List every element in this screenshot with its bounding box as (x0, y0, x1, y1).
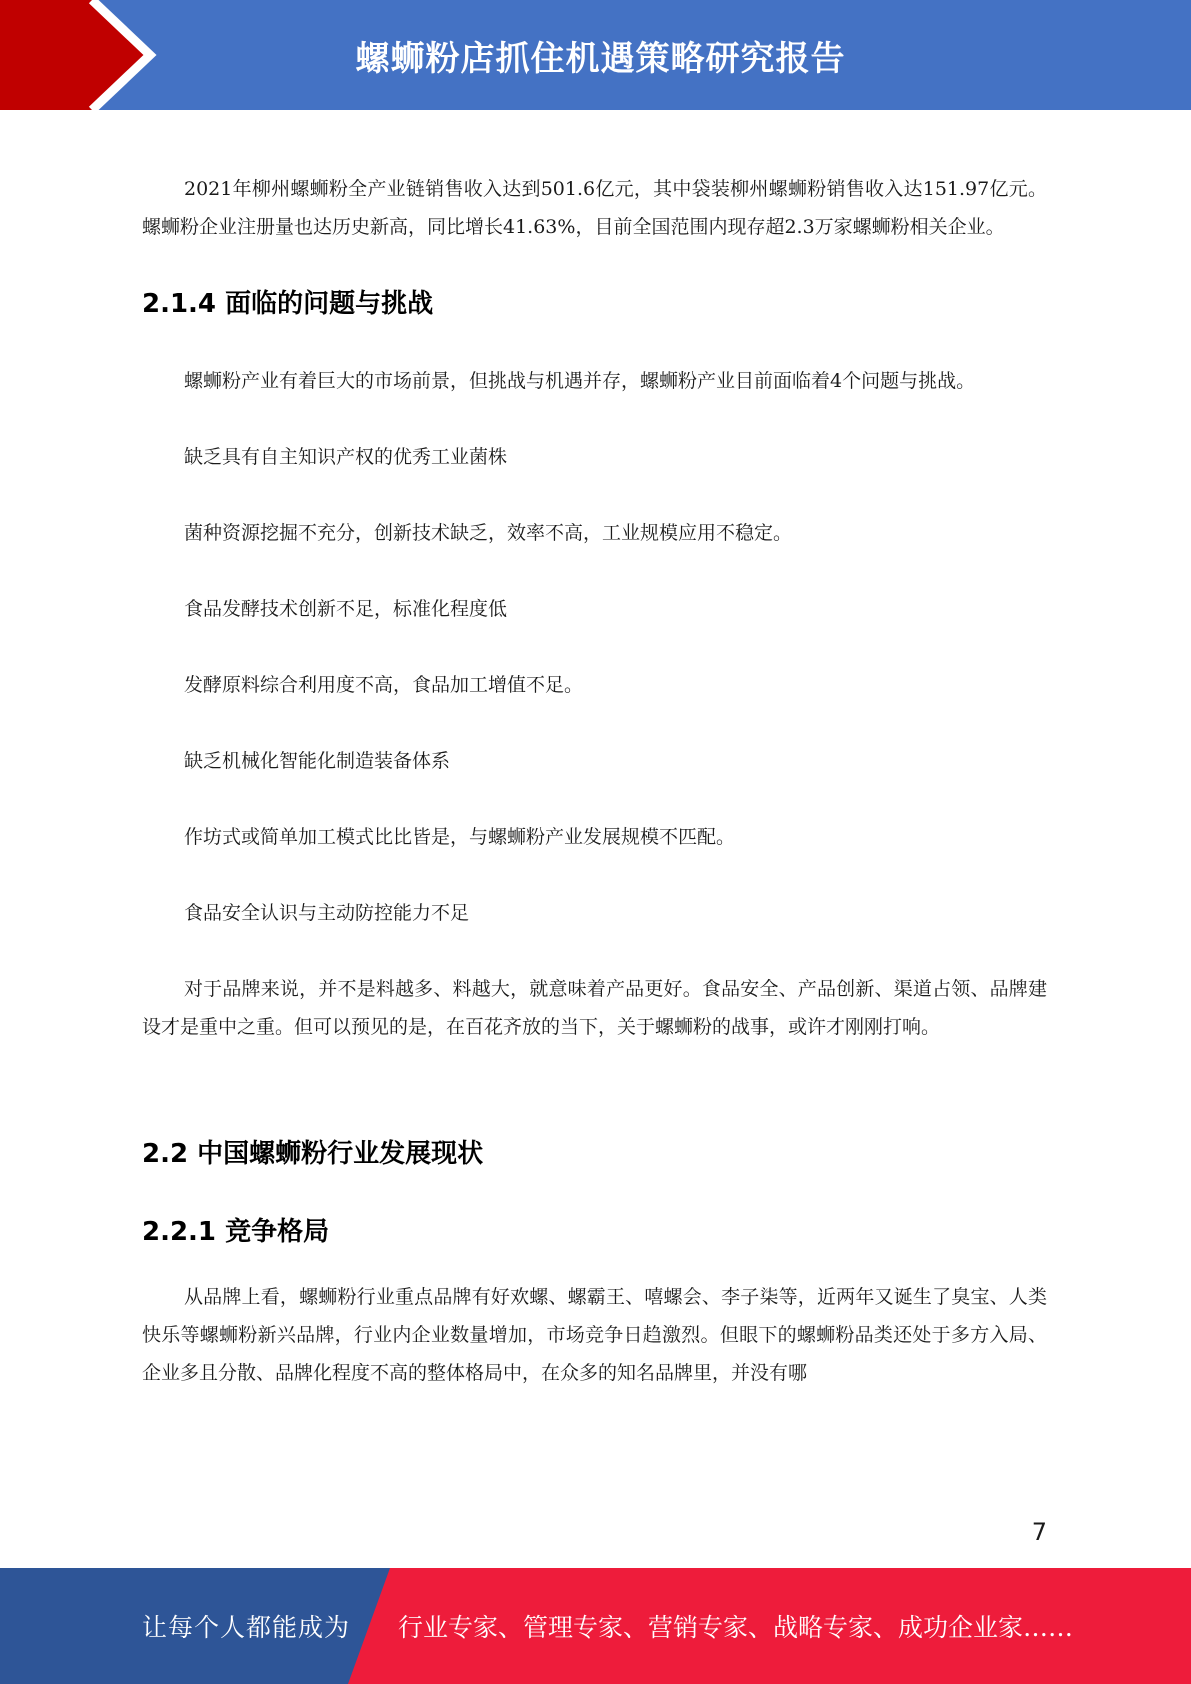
page-header (0, 0, 1191, 110)
footer-slogan-right: 行业专家、管理专家、营销专家、战略专家、成功企业家…… (398, 1613, 1074, 1642)
challenge-3-detail: 作坊式或简单加工模式比比皆是，与螺蛳粉产业发展规模不匹配。 (184, 826, 736, 848)
competition-paragraph: 从品牌上看，螺蛳粉行业重点品牌有好欢螺、螺霸王、嘻螺会、李子柒等，近两年又诞生了臭宝、人类快乐等螺蛳粉新兴品牌，行业内企业数量增加，市场竞争日趋激烈。但眼下的螺蛳粉品类还处于多方入局、企业多且分散、品牌化程度不高的整体格局中，在众多的知名品牌里，并没有哪 (142, 1286, 1047, 1384)
challenge-2-title: 食品发酵技术创新不足，标准化程度低 (184, 598, 508, 620)
challenge-1-title: 缺乏具有自主知识产权的优秀工业菌株 (184, 446, 508, 468)
page-footer (0, 1568, 1191, 1684)
challenge-4-title: 食品安全认识与主动防控能力不足 (184, 902, 470, 924)
challenge-2-detail: 发酵原料综合利用度不高，食品加工增值不足。 (184, 674, 584, 696)
heading-2-2: 2.2 中国螺蛳粉行业发展现状 (142, 1139, 484, 1169)
report-title: 螺蛳粉店抓住机遇策略研究报告 (355, 38, 846, 79)
page-body (142, 170, 1047, 1392)
heading-2-2-1: 2.2.1 竞争格局 (142, 1217, 330, 1247)
heading-2-1-4: 2.1.4 面临的问题与挑战 (142, 289, 434, 319)
footer-slogan-left: 让每个人都能成为 (142, 1613, 351, 1642)
challenges-intro-paragraph: 螺蛳粉产业有着巨大的市场前景，但挑战与机遇并存，螺蛳粉产业目前面临着4个问题与挑战。 (184, 370, 976, 392)
challenge-4-detail: 对于品牌来说，并不是料越多、料越大，就意味着产品更好。食品安全、产品创新、渠道占领、品牌建设才是重中之重。但可以预见的是，在百花齐放的当下，关于螺蛳粉的战事，或许才刚刚打响。 (142, 978, 1047, 1038)
challenge-3-title: 缺乏机械化智能化制造装备体系 (184, 750, 451, 772)
challenge-1-detail: 菌种资源挖掘不充分，创新技术缺乏，效率不高，工业规模应用不稳定。 (184, 522, 793, 544)
intro-paragraph: 2021年柳州螺蛳粉全产业链销售收入达到501.6亿元，其中袋装柳州螺蛳粉销售收入达151.97亿元。螺蛳粉企业注册量也达历史新高，同比增长41.63%，目前全国范围内现存超2.3万家螺蛳粉相关企业。 (142, 178, 1047, 238)
page-number: 7 (1031, 1518, 1047, 1546)
